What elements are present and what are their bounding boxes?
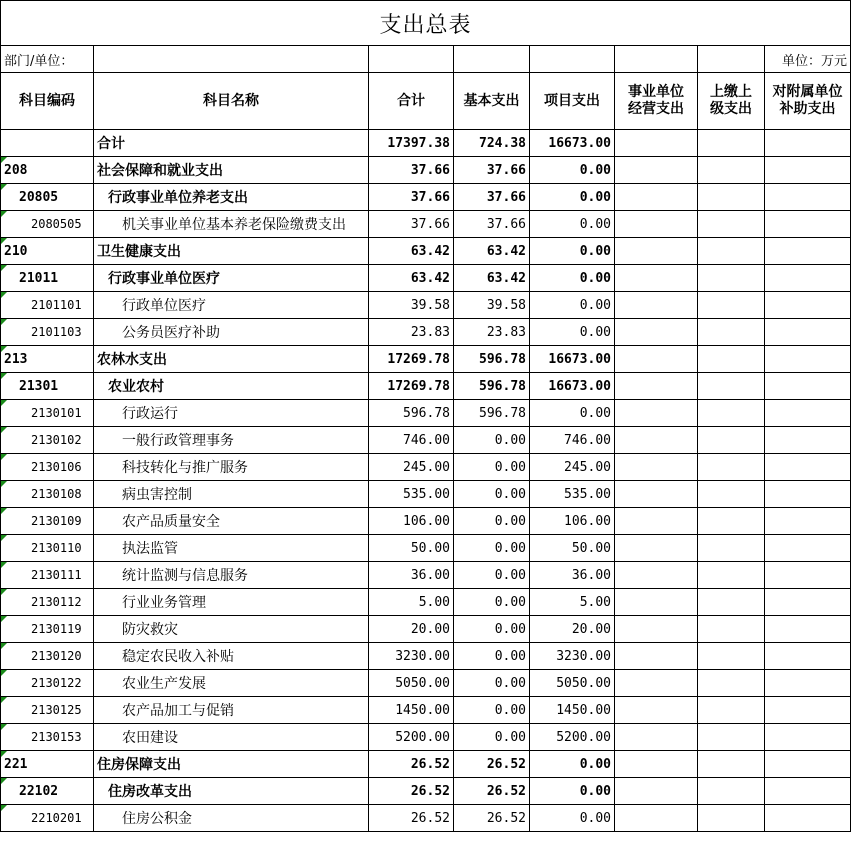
project-cell[interactable]: 16673.00 <box>530 373 615 400</box>
upper-cell[interactable] <box>698 805 765 832</box>
project-cell[interactable]: 20.00 <box>530 616 615 643</box>
name-cell[interactable]: 行政事业单位养老支出 <box>94 184 369 211</box>
table-row <box>1 778 851 805</box>
dept-label: 部门/单位： <box>1 46 94 73</box>
expenditure-table <box>0 45 851 832</box>
upper-cell[interactable] <box>698 751 765 778</box>
name-cell[interactable]: 稳定农民收入补贴 <box>94 643 369 670</box>
name-cell[interactable]: 科技转化与推广服务 <box>94 454 369 481</box>
total-cell[interactable]: 535.00 <box>369 481 454 508</box>
upper-cell[interactable] <box>698 346 765 373</box>
business-cell[interactable] <box>615 130 698 157</box>
table-row <box>1 616 851 643</box>
total-cell[interactable]: 36.00 <box>369 562 454 589</box>
code-cell[interactable]: 2101101 <box>1 292 94 319</box>
upper-cell[interactable] <box>698 562 765 589</box>
project-cell[interactable]: 0.00 <box>530 805 615 832</box>
subsidy-cell[interactable] <box>765 562 851 589</box>
total-cell[interactable]: 5050.00 <box>369 670 454 697</box>
subsidy-cell[interactable] <box>765 184 851 211</box>
project-cell[interactable]: 0.00 <box>530 265 615 292</box>
project-cell[interactable]: 3230.00 <box>530 643 615 670</box>
business-cell[interactable] <box>615 481 698 508</box>
subsidy-cell[interactable] <box>765 778 851 805</box>
project-cell[interactable]: 16673.00 <box>530 130 615 157</box>
upper-cell[interactable] <box>698 373 765 400</box>
total-cell[interactable]: 63.42 <box>369 265 454 292</box>
project-cell[interactable]: 0.00 <box>530 292 615 319</box>
project-cell[interactable]: 5050.00 <box>530 670 615 697</box>
upper-cell[interactable] <box>698 643 765 670</box>
basic-cell[interactable]: 37.66 <box>454 157 530 184</box>
business-cell[interactable] <box>615 184 698 211</box>
basic-cell[interactable]: 0.00 <box>454 670 530 697</box>
upper-cell[interactable] <box>698 697 765 724</box>
subsidy-cell[interactable] <box>765 535 851 562</box>
table-row <box>1 238 851 265</box>
code-cell[interactable]: 22102 <box>1 778 94 805</box>
code-cell[interactable]: 2101103 <box>1 319 94 346</box>
table-row <box>1 265 851 292</box>
total-cell[interactable]: 39.58 <box>369 292 454 319</box>
name-cell[interactable]: 农产品加工与促销 <box>94 697 369 724</box>
col-header-subsidy: 对附属单位 补助支出 <box>765 73 851 130</box>
project-cell[interactable]: 5.00 <box>530 589 615 616</box>
table-row <box>1 400 851 427</box>
project-cell[interactable]: 746.00 <box>530 427 615 454</box>
business-cell[interactable] <box>615 400 698 427</box>
name-cell[interactable]: 机关事业单位基本养老保险缴费支出 <box>94 211 369 238</box>
upper-cell[interactable] <box>698 481 765 508</box>
business-cell[interactable] <box>615 157 698 184</box>
code-cell[interactable]: 2130110 <box>1 535 94 562</box>
upper-cell[interactable] <box>698 589 765 616</box>
code-cell[interactable]: 2130102 <box>1 427 94 454</box>
code-cell[interactable]: 221 <box>1 751 94 778</box>
total-cell[interactable]: 26.52 <box>369 805 454 832</box>
name-cell[interactable]: 住房公积金 <box>94 805 369 832</box>
code-cell[interactable]: 2130111 <box>1 562 94 589</box>
upper-cell[interactable] <box>698 778 765 805</box>
project-cell[interactable]: 36.00 <box>530 562 615 589</box>
code-cell[interactable]: 2130108 <box>1 481 94 508</box>
project-cell[interactable]: 0.00 <box>530 157 615 184</box>
basic-cell[interactable]: 26.52 <box>454 751 530 778</box>
code-cell[interactable]: 210 <box>1 238 94 265</box>
total-cell[interactable]: 3230.00 <box>369 643 454 670</box>
total-cell[interactable]: 37.66 <box>369 211 454 238</box>
table-row <box>1 589 851 616</box>
business-cell[interactable] <box>615 427 698 454</box>
code-cell[interactable]: 2130109 <box>1 508 94 535</box>
total-cell[interactable]: 26.52 <box>369 778 454 805</box>
subsidy-cell[interactable] <box>765 670 851 697</box>
code-cell[interactable]: 21011 <box>1 265 94 292</box>
total-cell[interactable]: 245.00 <box>369 454 454 481</box>
business-cell[interactable] <box>615 535 698 562</box>
table-row <box>1 643 851 670</box>
code-cell[interactable]: 2130122 <box>1 670 94 697</box>
table-row <box>1 697 851 724</box>
business-cell[interactable] <box>615 373 698 400</box>
business-cell[interactable] <box>615 292 698 319</box>
subsidy-cell[interactable] <box>765 616 851 643</box>
project-cell[interactable]: 0.00 <box>530 211 615 238</box>
basic-cell[interactable]: 0.00 <box>454 724 530 751</box>
basic-cell[interactable]: 0.00 <box>454 589 530 616</box>
subsidy-cell[interactable] <box>765 751 851 778</box>
basic-cell[interactable]: 0.00 <box>454 481 530 508</box>
business-cell[interactable] <box>615 319 698 346</box>
table-row <box>1 454 851 481</box>
code-cell[interactable]: 208 <box>1 157 94 184</box>
code-cell[interactable]: 2130101 <box>1 400 94 427</box>
business-cell[interactable] <box>615 265 698 292</box>
subsidy-cell[interactable] <box>765 319 851 346</box>
subsidy-cell[interactable] <box>765 373 851 400</box>
code-cell[interactable]: 2130120 <box>1 643 94 670</box>
table-row <box>1 670 851 697</box>
project-cell[interactable]: 0.00 <box>530 751 615 778</box>
subsidy-cell[interactable] <box>765 643 851 670</box>
business-cell[interactable] <box>615 589 698 616</box>
project-cell[interactable]: 5200.00 <box>530 724 615 751</box>
business-cell[interactable] <box>615 562 698 589</box>
name-cell[interactable]: 行政事业单位医疗 <box>94 265 369 292</box>
total-cell[interactable]: 746.00 <box>369 427 454 454</box>
name-cell[interactable]: 农产品质量安全 <box>94 508 369 535</box>
name-cell[interactable]: 统计监测与信息服务 <box>94 562 369 589</box>
col-header-upper: 上缴上 级支出 <box>698 73 765 130</box>
name-cell[interactable]: 合计 <box>94 130 369 157</box>
basic-cell[interactable]: 0.00 <box>454 697 530 724</box>
name-cell[interactable]: 防灾救灾 <box>94 616 369 643</box>
table-row <box>1 751 851 778</box>
col-header-project: 项目支出 <box>530 73 615 130</box>
project-cell[interactable]: 1450.00 <box>530 697 615 724</box>
total-cell[interactable]: 23.83 <box>369 319 454 346</box>
upper-cell[interactable] <box>698 616 765 643</box>
code-cell[interactable] <box>1 130 94 157</box>
total-cell[interactable]: 63.42 <box>369 238 454 265</box>
code-cell[interactable]: 2130119 <box>1 616 94 643</box>
business-cell[interactable] <box>615 697 698 724</box>
name-cell[interactable]: 住房保障支出 <box>94 751 369 778</box>
code-cell[interactable]: 2130112 <box>1 589 94 616</box>
basic-cell[interactable]: 0.00 <box>454 616 530 643</box>
total-cell[interactable]: 17397.38 <box>369 130 454 157</box>
table-row <box>1 211 851 238</box>
table-row <box>1 346 851 373</box>
table-row <box>1 157 851 184</box>
total-cell[interactable]: 37.66 <box>369 157 454 184</box>
subsidy-cell[interactable] <box>765 238 851 265</box>
project-cell[interactable]: 50.00 <box>530 535 615 562</box>
total-cell[interactable]: 5.00 <box>369 589 454 616</box>
table-row <box>1 130 851 157</box>
code-cell[interactable]: 21301 <box>1 373 94 400</box>
project-cell[interactable]: 0.00 <box>530 400 615 427</box>
upper-cell[interactable] <box>698 211 765 238</box>
basic-cell[interactable]: 0.00 <box>454 427 530 454</box>
basic-cell[interactable]: 0.00 <box>454 508 530 535</box>
project-cell[interactable]: 245.00 <box>530 454 615 481</box>
table-row <box>1 562 851 589</box>
basic-cell[interactable]: 596.78 <box>454 400 530 427</box>
code-cell[interactable]: 2210201 <box>1 805 94 832</box>
business-cell[interactable] <box>615 724 698 751</box>
name-cell[interactable]: 公务员医疗补助 <box>94 319 369 346</box>
subsidy-cell[interactable] <box>765 427 851 454</box>
business-cell[interactable] <box>615 670 698 697</box>
col-header-name: 科目名称 <box>94 73 369 130</box>
basic-cell[interactable]: 23.83 <box>454 319 530 346</box>
total-cell[interactable]: 1450.00 <box>369 697 454 724</box>
project-cell[interactable]: 16673.00 <box>530 346 615 373</box>
subsidy-cell[interactable] <box>765 589 851 616</box>
business-cell[interactable] <box>615 508 698 535</box>
total-cell[interactable]: 596.78 <box>369 400 454 427</box>
basic-cell[interactable]: 63.42 <box>454 238 530 265</box>
total-cell[interactable]: 20.00 <box>369 616 454 643</box>
project-cell[interactable]: 0.00 <box>530 238 615 265</box>
name-cell[interactable]: 行业业务管理 <box>94 589 369 616</box>
upper-cell[interactable] <box>698 508 765 535</box>
total-cell[interactable]: 17269.78 <box>369 373 454 400</box>
upper-cell[interactable] <box>698 535 765 562</box>
name-cell[interactable]: 一般行政管理事务 <box>94 427 369 454</box>
name-cell[interactable]: 行政运行 <box>94 400 369 427</box>
table-row <box>1 535 851 562</box>
upper-cell[interactable] <box>698 724 765 751</box>
name-cell[interactable]: 行政单位医疗 <box>94 292 369 319</box>
basic-cell[interactable]: 724.38 <box>454 130 530 157</box>
business-cell[interactable] <box>615 211 698 238</box>
unit-row <box>1 46 851 73</box>
business-cell[interactable] <box>615 751 698 778</box>
upper-cell[interactable] <box>698 400 765 427</box>
upper-cell[interactable] <box>698 292 765 319</box>
col-header-code: 科目编码 <box>1 73 94 130</box>
business-cell[interactable] <box>615 238 698 265</box>
name-cell[interactable]: 执法监管 <box>94 535 369 562</box>
table-row <box>1 319 851 346</box>
name-cell[interactable]: 农业生产发展 <box>94 670 369 697</box>
code-cell[interactable]: 2080505 <box>1 211 94 238</box>
basic-cell[interactable]: 37.66 <box>454 211 530 238</box>
upper-cell[interactable] <box>698 319 765 346</box>
total-cell[interactable]: 5200.00 <box>369 724 454 751</box>
total-cell[interactable]: 37.66 <box>369 184 454 211</box>
table-row <box>1 481 851 508</box>
code-cell[interactable]: 213 <box>1 346 94 373</box>
subsidy-cell[interactable] <box>765 346 851 373</box>
code-cell[interactable]: 2130153 <box>1 724 94 751</box>
subsidy-cell[interactable] <box>765 400 851 427</box>
table-row <box>1 292 851 319</box>
subsidy-cell[interactable] <box>765 157 851 184</box>
subsidy-cell[interactable] <box>765 508 851 535</box>
basic-cell[interactable]: 39.58 <box>454 292 530 319</box>
page-title: 支出总表 <box>0 0 851 46</box>
dept-value[interactable] <box>94 46 369 73</box>
table-row <box>1 373 851 400</box>
col-header-business: 事业单位 经营支出 <box>615 73 698 130</box>
upper-cell[interactable] <box>698 184 765 211</box>
code-cell[interactable]: 2130125 <box>1 697 94 724</box>
subsidy-cell[interactable] <box>765 292 851 319</box>
total-cell[interactable]: 17269.78 <box>369 346 454 373</box>
name-cell[interactable]: 农田建设 <box>94 724 369 751</box>
upper-cell[interactable] <box>698 157 765 184</box>
subsidy-cell[interactable] <box>765 805 851 832</box>
subsidy-cell[interactable] <box>765 724 851 751</box>
business-cell[interactable] <box>615 346 698 373</box>
business-cell[interactable] <box>615 778 698 805</box>
basic-cell[interactable]: 26.52 <box>454 778 530 805</box>
total-cell[interactable]: 26.52 <box>369 751 454 778</box>
subsidy-cell[interactable] <box>765 130 851 157</box>
upper-cell[interactable] <box>698 130 765 157</box>
basic-cell[interactable]: 0.00 <box>454 454 530 481</box>
name-cell[interactable]: 卫生健康支出 <box>94 238 369 265</box>
code-cell[interactable]: 2130106 <box>1 454 94 481</box>
basic-cell[interactable]: 63.42 <box>454 265 530 292</box>
name-cell[interactable]: 社会保障和就业支出 <box>94 157 369 184</box>
basic-cell[interactable]: 596.78 <box>454 346 530 373</box>
subsidy-cell[interactable] <box>765 265 851 292</box>
business-cell[interactable] <box>615 616 698 643</box>
name-cell[interactable]: 病虫害控制 <box>94 481 369 508</box>
basic-cell[interactable]: 26.52 <box>454 805 530 832</box>
project-cell[interactable]: 0.00 <box>530 778 615 805</box>
table-row <box>1 805 851 832</box>
business-cell[interactable] <box>615 805 698 832</box>
table-row <box>1 508 851 535</box>
code-cell[interactable]: 20805 <box>1 184 94 211</box>
total-cell[interactable]: 50.00 <box>369 535 454 562</box>
project-cell[interactable]: 535.00 <box>530 481 615 508</box>
upper-cell[interactable] <box>698 427 765 454</box>
upper-cell[interactable] <box>698 265 765 292</box>
basic-cell[interactable]: 596.78 <box>454 373 530 400</box>
table-row <box>1 184 851 211</box>
name-cell[interactable]: 住房改革支出 <box>94 778 369 805</box>
project-cell[interactable]: 0.00 <box>530 319 615 346</box>
subsidy-cell[interactable] <box>765 697 851 724</box>
col-header-basic: 基本支出 <box>454 73 530 130</box>
subsidy-cell[interactable] <box>765 211 851 238</box>
total-cell[interactable]: 106.00 <box>369 508 454 535</box>
upper-cell[interactable] <box>698 238 765 265</box>
project-cell[interactable]: 0.00 <box>530 184 615 211</box>
unit-label: 单位：万元 <box>765 46 851 73</box>
subsidy-cell[interactable] <box>765 481 851 508</box>
business-cell[interactable] <box>615 454 698 481</box>
name-cell[interactable]: 农业农村 <box>94 373 369 400</box>
header-row <box>1 73 851 130</box>
basic-cell[interactable]: 0.00 <box>454 643 530 670</box>
table-row <box>1 724 851 751</box>
name-cell[interactable]: 农林水支出 <box>94 346 369 373</box>
upper-cell[interactable] <box>698 670 765 697</box>
upper-cell[interactable] <box>698 454 765 481</box>
project-cell[interactable]: 106.00 <box>530 508 615 535</box>
business-cell[interactable] <box>615 643 698 670</box>
basic-cell[interactable]: 37.66 <box>454 184 530 211</box>
table-row <box>1 427 851 454</box>
subsidy-cell[interactable] <box>765 454 851 481</box>
basic-cell[interactable]: 0.00 <box>454 562 530 589</box>
col-header-total: 合计 <box>369 73 454 130</box>
basic-cell[interactable]: 0.00 <box>454 535 530 562</box>
